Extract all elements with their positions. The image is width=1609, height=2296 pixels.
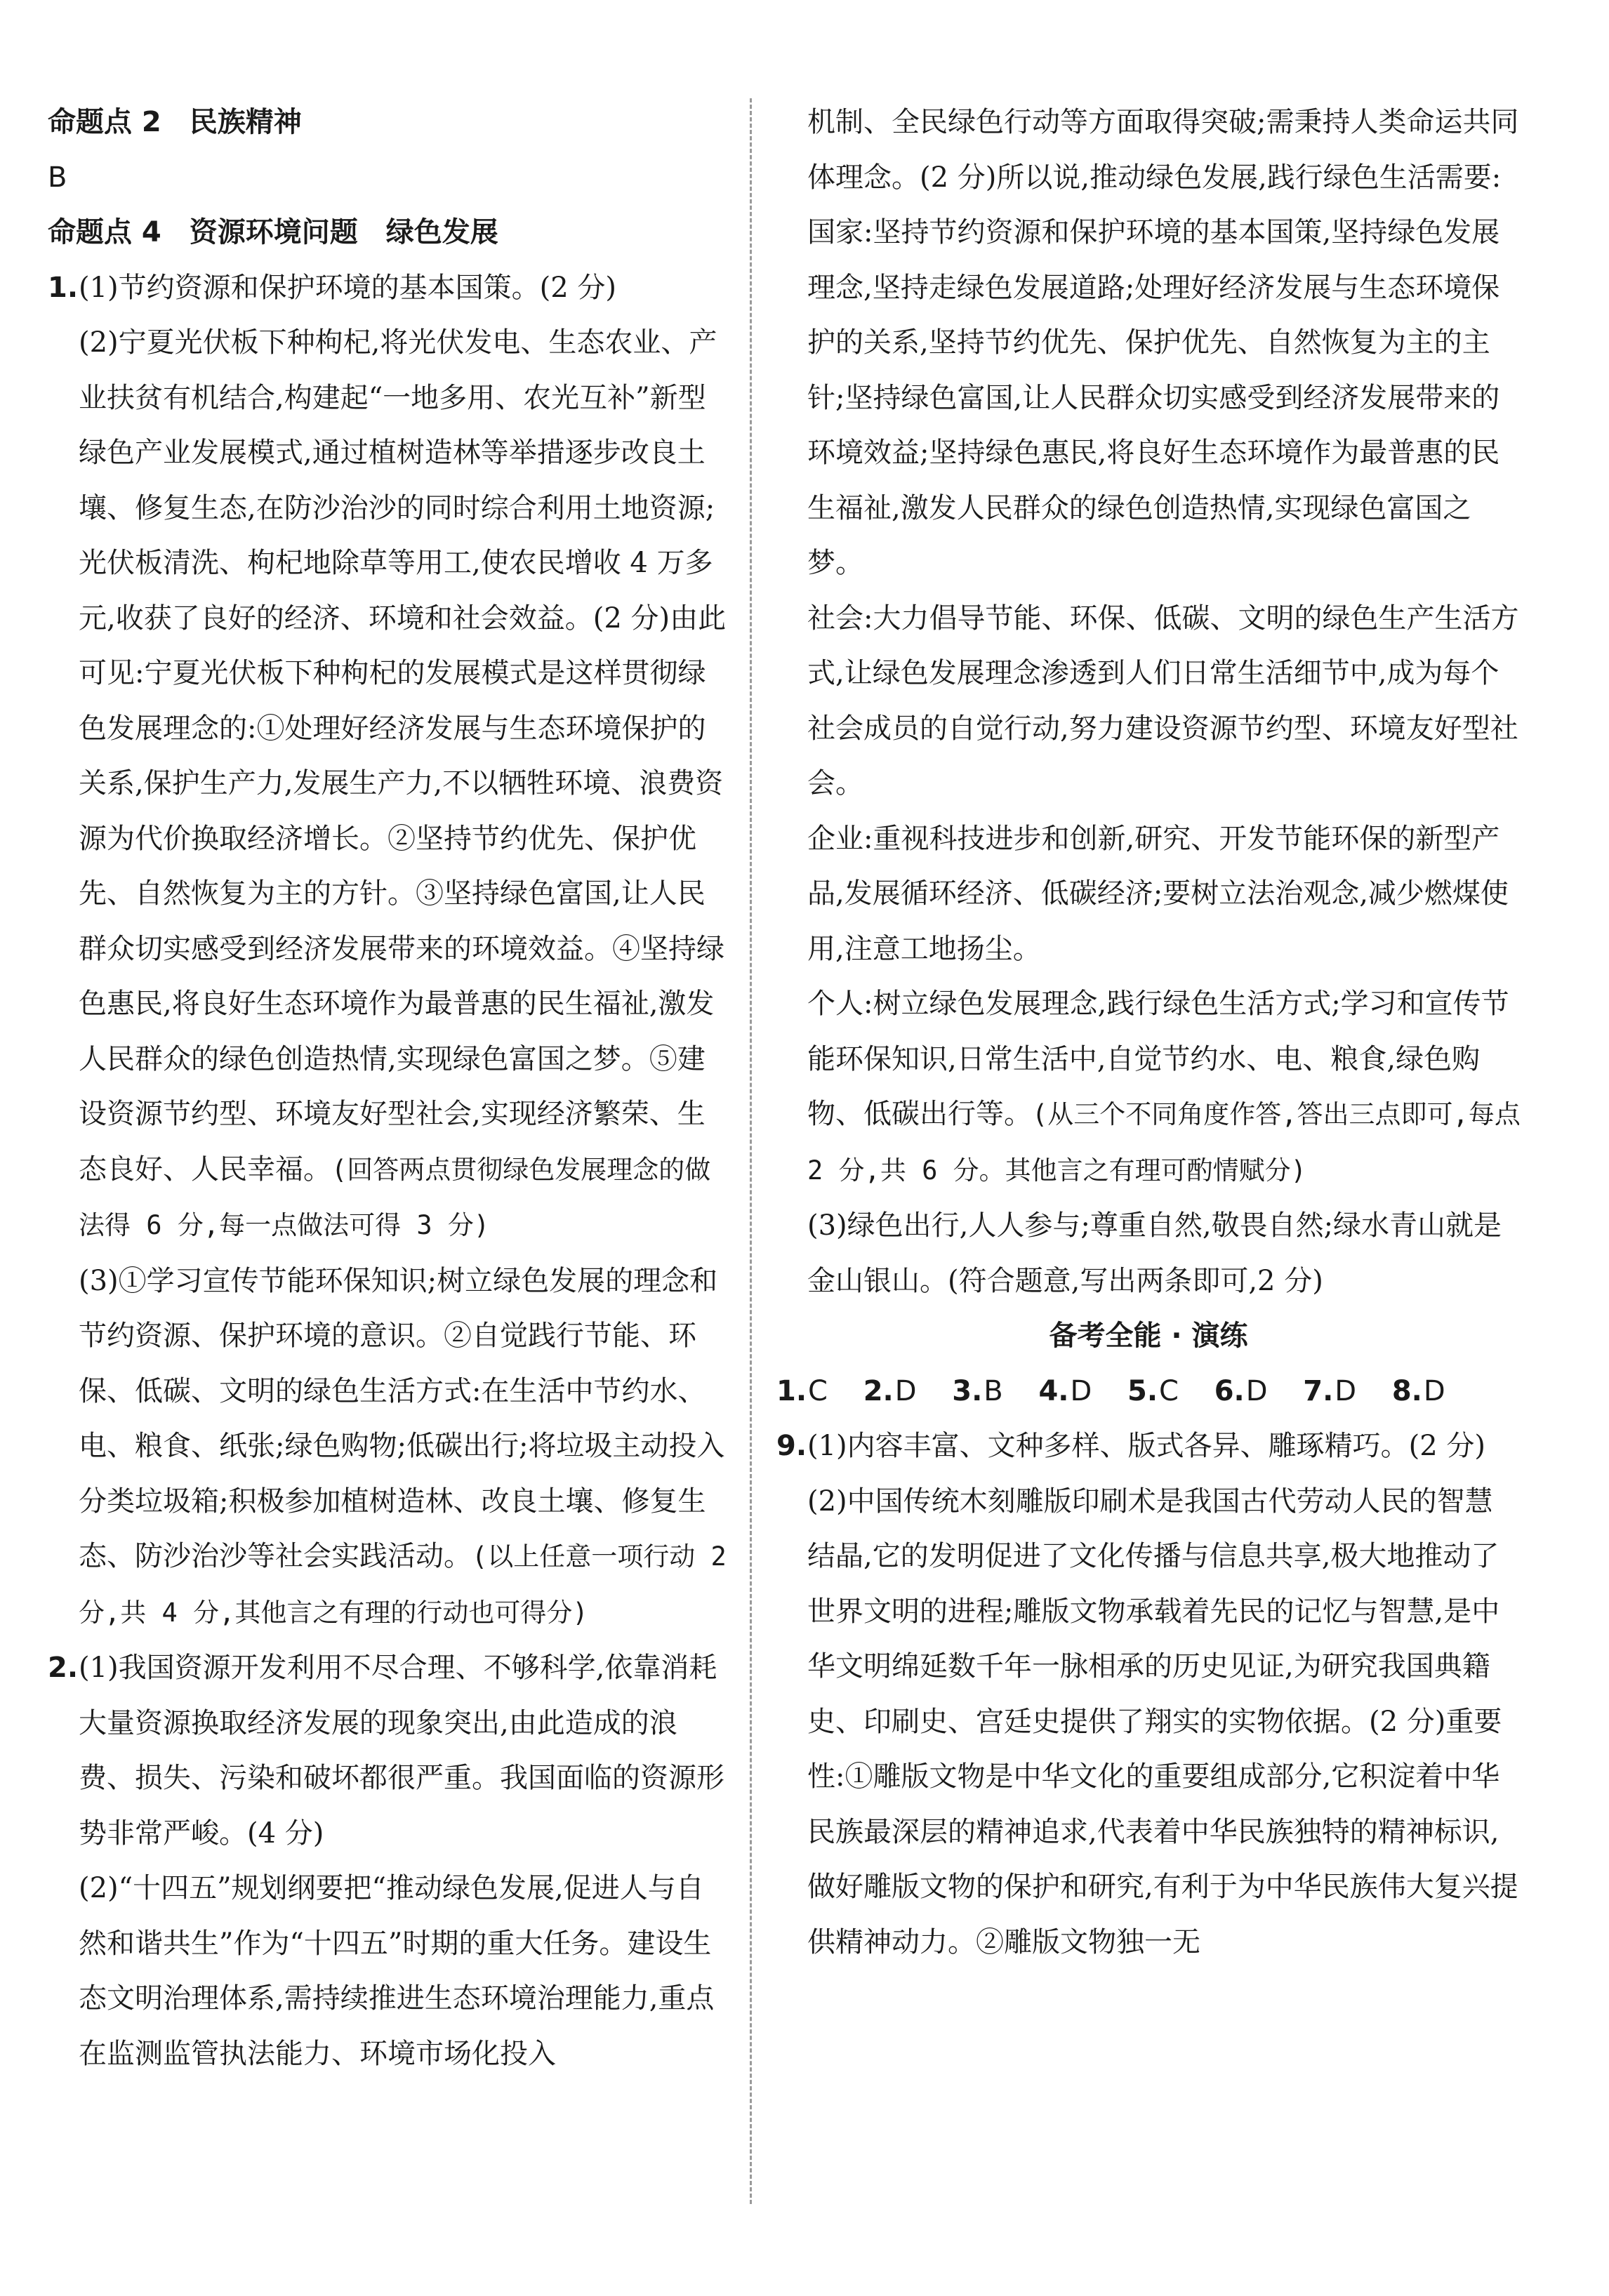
multiple-choice-answers: [776, 1364, 1521, 1419]
mc-item: 4.D: [1038, 1374, 1092, 1407]
mc-item: 7.D: [1303, 1374, 1357, 1407]
answer-text: (2)宁夏光伏板下种枸杞,将光伏发电、生态农业、产业扶贫有机结合,构建起“一地多用、农光互补”新型绿色产业发展模式,通过植树造林等举措逐步改良土壤、修复生态,在防沙治沙的同时综合利用土地资源;光伏板清洗、枸杞地除草等用工,使农民增收 4 万多元,收获了良好的经济、环境和社会效益。(2 分)由此可见:宁夏光伏板下种枸杞的发展模式是这样贯彻绿色发展理念的:①处理好经济发展与生态环境保护的关系,保护生产力,发展生产力,不以牺牲环境、浪费资源为代价换取经济增长。②坚持节约优先、保护优先、自然恢复为主的方针。③坚持绿色富国,让人民群众切实感受到经济发展带来的环境效益。④坚持绿色惠民,将良好生态环境作为最普惠的民生福祉,激发人民群众的绿色创造热情,实现绿色富国之梦。⑤建设资源节约型、环境友好型社会,实现经济繁荣、生态良好、人民幸福。: [79, 326, 727, 1186]
answer-part: [79, 1254, 729, 1641]
section-heading: 命题点 2 民族精神: [48, 106, 302, 138]
section-heading: 命题点 4 资源环境问题 绿色发展: [48, 216, 498, 248]
scoring-note: (以上任意一项行动 2 分,共 4 分,其他言之有理的行动也可得分): [79, 1541, 727, 1628]
answer-text: (3)①学习宣传节能环保知识;树立绿色发展的理念和节约资源、保护环境的意识。②自觉践行节能、环保、低碳、文明的绿色生活方式:在生活中节约水、电、粮食、纸张;绿色购物;低碳出行;将垃圾主动投入分类垃圾箱;积极参加植树造林、改良土壤、修复生态、防沙治沙等社会实践活动。: [79, 1264, 725, 1572]
answer-letter: B: [48, 161, 67, 194]
answer-part: [776, 976, 1521, 1198]
question-number: 2.: [48, 1652, 79, 1684]
answer-text: 个人:树立绿色发展理念,践行绿色生活方式;学习和宣传节能环保知识,日常生活中,自觉节约水、电、粮食,绿色购物、低碳出行等。: [807, 988, 1509, 1130]
mc-item: 1.C: [776, 1374, 828, 1407]
mc-item: 3.B: [952, 1374, 1003, 1407]
right-column: [776, 95, 1521, 1970]
section-title: 备考全能 · 演练: [1049, 1320, 1248, 1352]
scoring-note: (从三个不同角度作答,答出三点即可,每点 2 分,共 6 分。其他言之有理可酌情赋分): [807, 1099, 1521, 1186]
mc-item: 2.D: [863, 1374, 917, 1407]
question-number: 1.: [48, 271, 79, 304]
mc-item: 8.D: [1391, 1374, 1445, 1407]
answer-part: 机制、全民绿色行动等方面取得突破;需秉持人类命运共同体理念。(2 分)所以说,推动绿色发展,践行绿色生活需要:: [807, 106, 1519, 194]
mc-item: 6.D: [1214, 1374, 1268, 1407]
answer-part: 国家:坚持节约资源和保护环境的基本国策,坚持绿色发展理念,坚持走绿色发展道路;处理好经济发展与生态环境保护的关系,坚持节约优先、保护优先、自然恢复为主的主针;坚持绿色富国,让人民群众切实感受到经济发展带来的环境效益;坚持绿色惠民,将良好生态环境作为最普惠的民生福祉,激发人民群众的绿色创造热情,实现绿色富国之梦。: [807, 216, 1500, 579]
question-1: [48, 260, 729, 1641]
answer-part: (1)内容丰富、文种多样、版式各异、雕琢精巧。(2 分): [807, 1430, 1486, 1462]
answer-part: (1)我国资源开发利用不尽合理、不够科学,依靠消耗大量资源换取经济发展的现象突出,由此造成的浪费、损失、污染和破坏都很严重。我国面临的资源形势非常严峻。(4 分): [79, 1652, 724, 1850]
question-2: [48, 1640, 729, 2081]
answer-part: (2)“十四五”规划纲要把“推动绿色发展,促进人与自然和谐共生”作为“十四五”时期的重大任务。建设生态文明治理体系,需持续推进生态环境治理能力,重点在监测监管执法能力、环境市场化投入: [79, 1872, 715, 2070]
question-9: [776, 1419, 1521, 1970]
mc-item: 5.C: [1127, 1374, 1179, 1407]
answer-part: 社会:大力倡导节能、环保、低碳、文明的绿色生产生活方式,让绿色发展理念渗透到人们日常生活细节中,成为每个社会成员的自觉行动,努力建设资源节约型、环境友好型社会。: [807, 602, 1519, 799]
scoring-note: (回答两点贯彻绿色发展理念的做法得 6 分,每一点做法可得 3 分): [79, 1154, 711, 1240]
column-divider: [750, 98, 752, 2204]
answer-part: 企业:重视科技进步和创新,研究、开发节能环保的新型产品,发展循环经济、低碳经济;要树立法治观念,减少燃煤使用,注意工地扬尘。: [807, 822, 1509, 965]
answer-part: (1)节约资源和保护环境的基本国策。(2 分): [79, 271, 617, 304]
question-number: 9.: [776, 1430, 807, 1462]
answer-part: (2)中国传统木刻雕版印刷术是我国古代劳动人民的智慧结晶,它的发明促进了文化传播与信息共享,极大地推动了世界文明的进程;雕版文物承载着先民的记忆与智慧,是中华文明绵延数千年一脉相承的历史见证,为研究我国典籍史、印刷史、宫廷史提供了翔实的实物依据。(2 分)重要性:①雕版文物是中华文化的重要组成部分,它积淀着中华民族最深层的精神追求,代表着中华民族独特的精神标识,做好雕版文物的保护和研究,有利于为中华民族伟大复兴提供精神动力。②雕版文物独一无: [807, 1485, 1518, 1958]
left-column: [48, 95, 729, 2081]
answer-part: (3)绿色出行,人人参与;尊重自然,敬畏自然;绿水青山就是金山银山。(符合题意,写出两条即可,2 分): [807, 1209, 1502, 1297]
answer-part: [79, 315, 729, 1254]
